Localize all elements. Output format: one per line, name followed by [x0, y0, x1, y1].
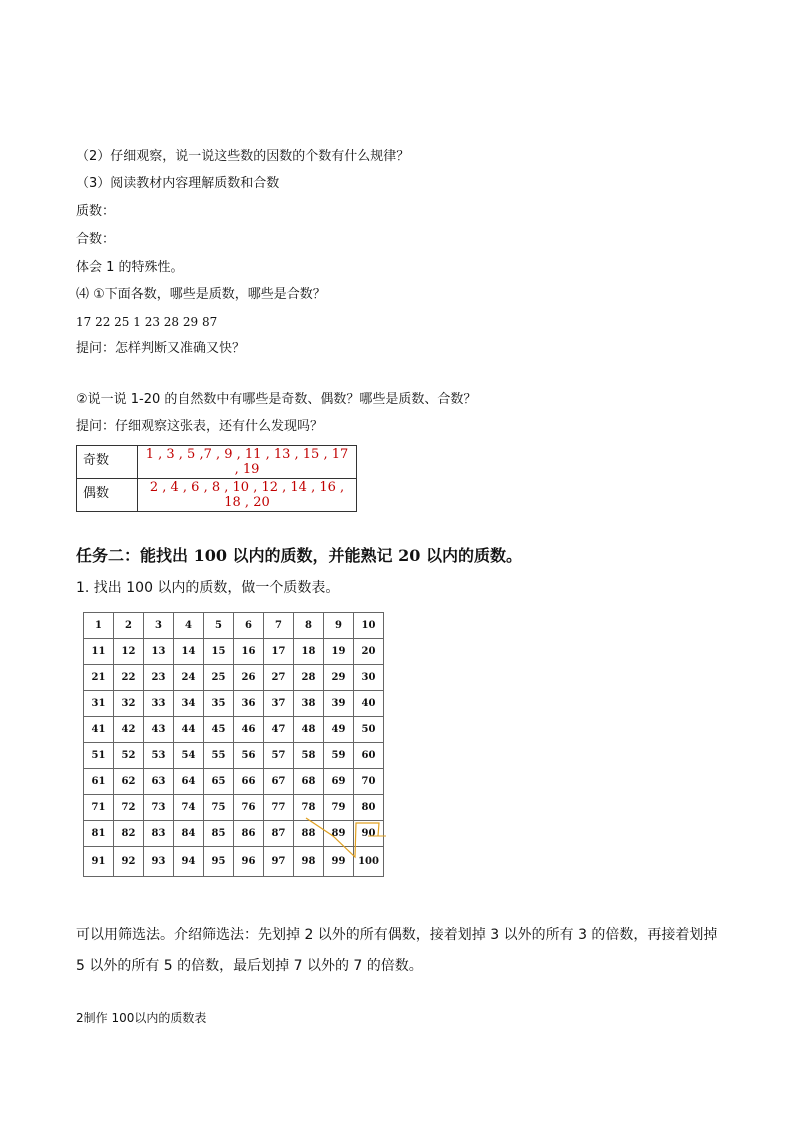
grid-cell: 54	[174, 743, 204, 769]
grid-cell: 21	[84, 665, 114, 691]
odd-label: 奇数	[77, 446, 138, 479]
grid-cell: 55	[204, 743, 234, 769]
number-list: 17 22 25 1 23 28 29 87	[76, 315, 218, 329]
grid-cell: 71	[84, 795, 114, 821]
grid-cell: 75	[204, 795, 234, 821]
task2-heading: 任务二：能找出 100 以内的质数，并能熟记 20 以内的质数。	[76, 546, 522, 565]
table-row	[77, 446, 357, 479]
grid-cell: 87	[264, 821, 294, 847]
grid-cell: 52	[114, 743, 144, 769]
sieve-paragraph: 可以用筛选法。介绍筛选法：先划掉 2 以外的所有偶数，接着划掉 3 以外的所有 3 的倍数，再接着划掉 5 以外的所有 5 的倍数，最后划掉 7 以外的 7 的倍数。	[76, 927, 718, 974]
grid-cell: 13	[144, 639, 174, 665]
grid-cell: 29	[324, 665, 354, 691]
grid-cell: 20	[354, 639, 384, 665]
grid-cell: 47	[264, 717, 294, 743]
grid-cell: 7	[264, 613, 294, 639]
grid-cell: 33	[144, 691, 174, 717]
grid-cell: 73	[144, 795, 174, 821]
grid-cell: 24	[174, 665, 204, 691]
grid-cell: 42	[114, 717, 144, 743]
grid-cell: 41	[84, 717, 114, 743]
step-1: 1. 找出 100 以内的质数，做一个质数表。	[76, 580, 340, 596]
grid-cell: 93	[144, 847, 174, 877]
grid-cell: 96	[234, 847, 264, 877]
grid-cell: 36	[234, 691, 264, 717]
grid-cell: 32	[114, 691, 144, 717]
grid-cell: 94	[174, 847, 204, 877]
grid-cell: 17	[264, 639, 294, 665]
grid-cell: 80	[354, 795, 384, 821]
grid-cell: 91	[84, 847, 114, 877]
odd-even-table	[76, 445, 357, 512]
grid-cell: 18	[294, 639, 324, 665]
table-row	[84, 795, 384, 821]
question-4b: ②说一说 1-20 的自然数中有哪些是奇数、偶数？哪些是质数、合数？	[76, 392, 477, 407]
grid-cell: 43	[144, 717, 174, 743]
grid-cell: 11	[84, 639, 114, 665]
prompt-2: 提问：仔细观察这张表，还有什么发现吗？	[76, 419, 324, 434]
grid-cell: 16	[234, 639, 264, 665]
odd-values: 1 , 3 , 5 ,7 , 9 , 11 , 13 , 15 , 17 , 19	[138, 446, 357, 479]
grid-cell: 39	[324, 691, 354, 717]
grid-cell: 6	[234, 613, 264, 639]
grid-cell: 59	[324, 743, 354, 769]
grid-cell: 78	[294, 795, 324, 821]
grid-cell: 62	[114, 769, 144, 795]
grid-cell: 99	[324, 847, 354, 877]
grid-cell: 19	[324, 639, 354, 665]
grid-cell: 31	[84, 691, 114, 717]
grid-cell: 79	[324, 795, 354, 821]
grid-cell: 35	[204, 691, 234, 717]
grid-cell: 37	[264, 691, 294, 717]
grid-cell: 3	[144, 613, 174, 639]
table-row	[84, 665, 384, 691]
grid-cell: 100	[354, 847, 384, 877]
step-2: 2制作 100以内的质数表	[76, 1011, 207, 1025]
grid-cell: 58	[294, 743, 324, 769]
grid-cell: 2	[114, 613, 144, 639]
one-special-text: 体会 1 的特殊性。	[76, 260, 184, 275]
hundred-grid	[83, 612, 384, 877]
grid-cell: 72	[114, 795, 144, 821]
grid-cell: 65	[204, 769, 234, 795]
grid-cell: 61	[84, 769, 114, 795]
grid-cell: 84	[174, 821, 204, 847]
grid-cell: 64	[174, 769, 204, 795]
grid-cell: 51	[84, 743, 114, 769]
grid-cell: 10	[354, 613, 384, 639]
grid-cell: 97	[264, 847, 294, 877]
grid-cell: 85	[204, 821, 234, 847]
table-row	[84, 847, 384, 877]
question-4: ⑷ ①下面各数，哪些是质数，哪些是合数？	[76, 287, 326, 302]
grid-cell: 77	[264, 795, 294, 821]
grid-cell: 49	[324, 717, 354, 743]
even-label: 偶数	[77, 479, 138, 512]
grid-cell: 82	[114, 821, 144, 847]
grid-cell: 12	[114, 639, 144, 665]
grid-cell: 60	[354, 743, 384, 769]
grid-cell: 46	[234, 717, 264, 743]
grid-cell: 95	[204, 847, 234, 877]
table-row	[84, 639, 384, 665]
grid-cell: 4	[174, 613, 204, 639]
grid-cell: 74	[174, 795, 204, 821]
grid-cell: 63	[144, 769, 174, 795]
grid-cell: 83	[144, 821, 174, 847]
grid-cell: 98	[294, 847, 324, 877]
grid-cell: 92	[114, 847, 144, 877]
grid-cell: 45	[204, 717, 234, 743]
grid-cell: 88	[294, 821, 324, 847]
grid-cell: 53	[144, 743, 174, 769]
table-row	[84, 769, 384, 795]
composite-label: 合数：	[76, 232, 116, 247]
prime-label: 质数：	[76, 204, 116, 219]
grid-cell: 9	[324, 613, 354, 639]
grid-cell: 67	[264, 769, 294, 795]
grid-cell: 48	[294, 717, 324, 743]
grid-cell: 14	[174, 639, 204, 665]
grid-cell: 25	[204, 665, 234, 691]
grid-cell: 40	[354, 691, 384, 717]
table-row	[84, 613, 384, 639]
grid-cell: 30	[354, 665, 384, 691]
grid-cell: 56	[234, 743, 264, 769]
grid-cell: 27	[264, 665, 294, 691]
grid-cell: 90	[354, 821, 384, 847]
grid-cell: 76	[234, 795, 264, 821]
grid-cell: 66	[234, 769, 264, 795]
grid-cell: 50	[354, 717, 384, 743]
even-values: 2 , 4 , 6 , 8 , 10 , 12 , 14 , 16 , 18 , 20	[138, 479, 357, 512]
grid-cell: 68	[294, 769, 324, 795]
table-row	[84, 743, 384, 769]
grid-cell: 28	[294, 665, 324, 691]
grid-cell: 57	[264, 743, 294, 769]
grid-cell: 1	[84, 613, 114, 639]
grid-cell: 86	[234, 821, 264, 847]
grid-cell: 89	[324, 821, 354, 847]
grid-cell: 5	[204, 613, 234, 639]
question-3: （3）阅读教材内容理解质数和合数	[76, 176, 280, 191]
table-row	[84, 821, 384, 847]
grid-cell: 70	[354, 769, 384, 795]
grid-cell: 23	[144, 665, 174, 691]
grid-cell: 26	[234, 665, 264, 691]
grid-cell: 15	[204, 639, 234, 665]
grid-cell: 81	[84, 821, 114, 847]
table-row	[84, 691, 384, 717]
grid-cell: 38	[294, 691, 324, 717]
grid-cell: 34	[174, 691, 204, 717]
table-row	[84, 717, 384, 743]
grid-cell: 22	[114, 665, 144, 691]
table-row	[77, 479, 357, 512]
question-2: （2）仔细观察，说一说这些数的因数的个数有什么规律？	[76, 149, 410, 164]
grid-cell: 69	[324, 769, 354, 795]
grid-cell: 8	[294, 613, 324, 639]
grid-cell: 44	[174, 717, 204, 743]
prompt-1: 提问：怎样判断又准确又快？	[76, 341, 246, 356]
